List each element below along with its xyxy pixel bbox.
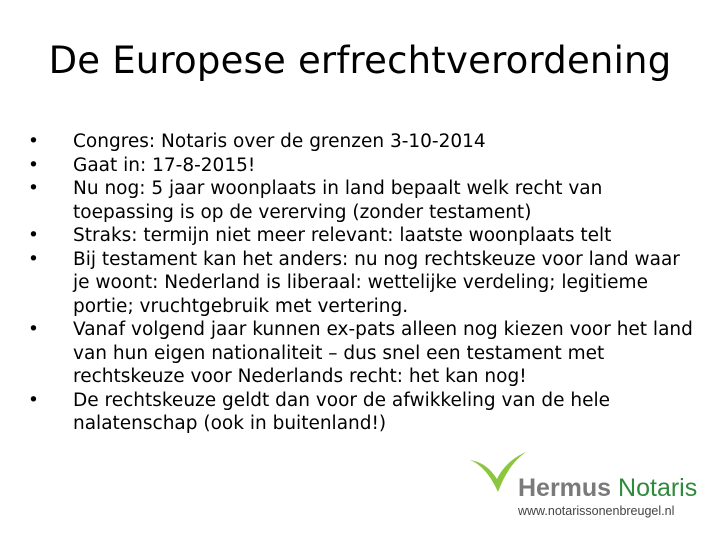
bullet-text: Gaat in: 17-8-2015!: [73, 154, 256, 176]
bullet-item: [28, 177, 698, 224]
bullet-item: [28, 389, 698, 436]
bullet-text: Congres: Notaris over de grenzen 3-10-2014: [73, 131, 486, 152]
bullet-dot: •: [28, 248, 39, 270]
logo-name-notaris: Notaris: [618, 474, 698, 502]
bullet-item: [28, 318, 698, 389]
bullet-dot: •: [28, 154, 39, 176]
bullet-dot: •: [28, 178, 39, 199]
bullet-text: Vanaf volgend jaar kunnen ex-pats alleen nog kiezen voor het land van hun eigen nationaliteit – dus snel een testament met rechtskeuze voor Nederlands recht: het kan nog!: [73, 319, 693, 387]
bullet-text: De rechtskeuze geldt dan voor de afwikkeling van de hele nalatenschap (ook in buitenland!): [73, 389, 611, 434]
hermus-notaris-logo: [468, 448, 708, 528]
bullet-text: Straks: termijn niet meer relevant: laatste woonplaats telt: [73, 225, 612, 246]
bullet-text: Bij testament kan het anders: nu nog rechtskeuze voor land waar je woont: Nederland is liberaal: wettelijke verdeling; legitieme portie; vruchtgebruik met vertering.: [73, 248, 680, 317]
slide-title: De Europese erfrechtverordening: [48, 39, 672, 82]
bullet-item: [28, 130, 698, 154]
bullet-item: [28, 224, 698, 248]
logo-name-hermus: Hermus: [518, 474, 612, 502]
bullet-dot: •: [28, 389, 39, 411]
bullet-dot: •: [28, 131, 39, 152]
bullet-list: [28, 130, 698, 436]
bullet-dot: •: [28, 225, 39, 246]
bullet-dot: •: [28, 319, 39, 340]
bullet-item: [28, 154, 698, 178]
logo-name: [518, 474, 697, 502]
bullet-text: Nu nog: 5 jaar woonplaats in land bepaalt welk recht van toepassing is op de vererving (zonder testament): [73, 178, 603, 223]
bullet-item: [28, 248, 698, 319]
logo-url: www.notarissonenbreugel.nl: [518, 504, 675, 518]
